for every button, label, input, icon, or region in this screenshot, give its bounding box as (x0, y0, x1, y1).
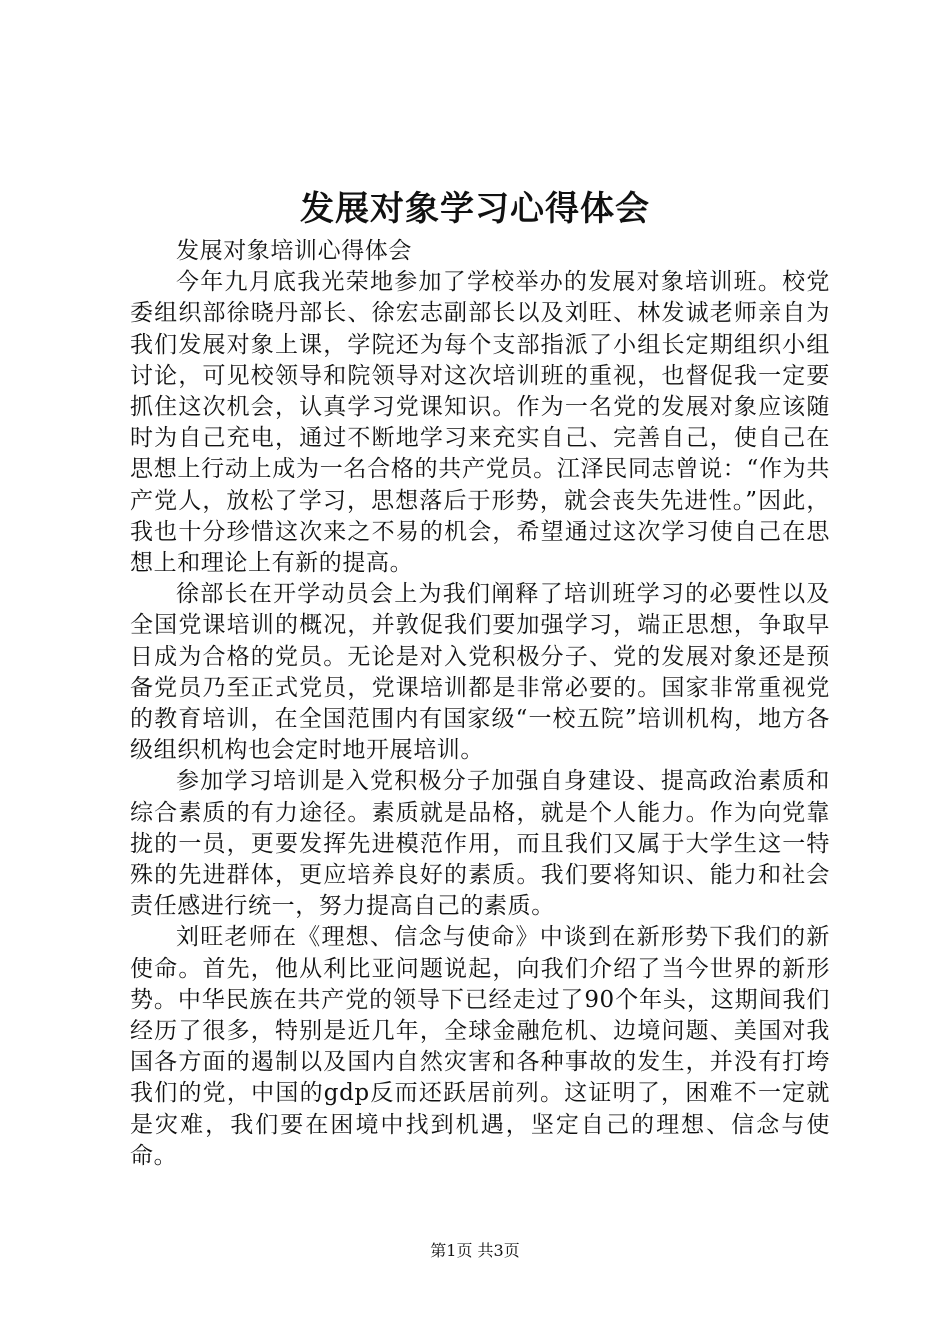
document-title: 发展对象学习心得体会 (300, 189, 650, 229)
paragraph-subtitle: 发展对象培训心得体会 (176, 238, 412, 264)
paragraph: 今年九月底我光荣地参加了学校举办的发展对象培训班。校党委组织部徐晓丹部长、徐宏志副部长以及刘旺、林发诚老师亲自为我们发展对象上课，学院还为每个支部指派了小组长定期组织小组讨论，可见校领导和院领导对这次培训班的重视，也督促我一定要抓住这次机会，认真学习党课知识。作为一名党的发展对象应该随时为自己充电，通过不断地学习来充实自己、完善自己，使自己在思想上行动上成为一名合格的共产党员。江泽民同志曾说：“作为共产党人，放松了学习，思想落后于形势，就会丧失先进性。”因此，我也十分珍惜这次来之不易的机会，希望通过这次学习使自己在思想上和理论上有新的提高。 (130, 269, 830, 577)
document-body (130, 236, 830, 1172)
paragraph: 刘旺老师在《理想、信念与使命》中谈到在新形势下我们的新使命。首先，他从利比亚问题说起，向我们介绍了当今世界的新形势。中华民族在共产党的领导下已经走过了90个年头，这期间我们经历了很多，特别是近几年，全球金融危机、边境问题、美国对我国各方面的遏制以及国内自然灾害和各种事故的发生，并没有打垮我们的党，中国的gdp反而还跃居前列。这证明了，困难不一定就是灾难，我们要在困境中找到机遇，坚定自己的理想、信念与使命。 (130, 924, 830, 1169)
paragraph: 徐部长在开学动员会上为我们阐释了培训班学习的必要性以及全国党课培训的概况，并敦促我们要加强学习，端正思想，争取早日成为合格的党员。无论是对入党积极分子、党的发展对象还是预备党员乃至正式党员，党课培训都是非常必要的。国家非常重视党的教育培训，在全国范围内有国家级“一校五院”培训机构，地方各级组织机构也会定时地开展培训。 (130, 581, 830, 764)
paragraph: 参加学习培训是入党积极分子加强自身建设、提高政治素质和综合素质的有力途径。素质就是品格，就是个人能力。作为向党靠拢的一员，更要发挥先进模范作用，而且我们又属于大学生这一特殊的先进群体，更应培养良好的素质。我们要将知识、能力和社会责任感进行统一，努力提高自己的素质。 (130, 768, 830, 920)
page-footer: 第1页 共3页 (430, 1241, 520, 1260)
